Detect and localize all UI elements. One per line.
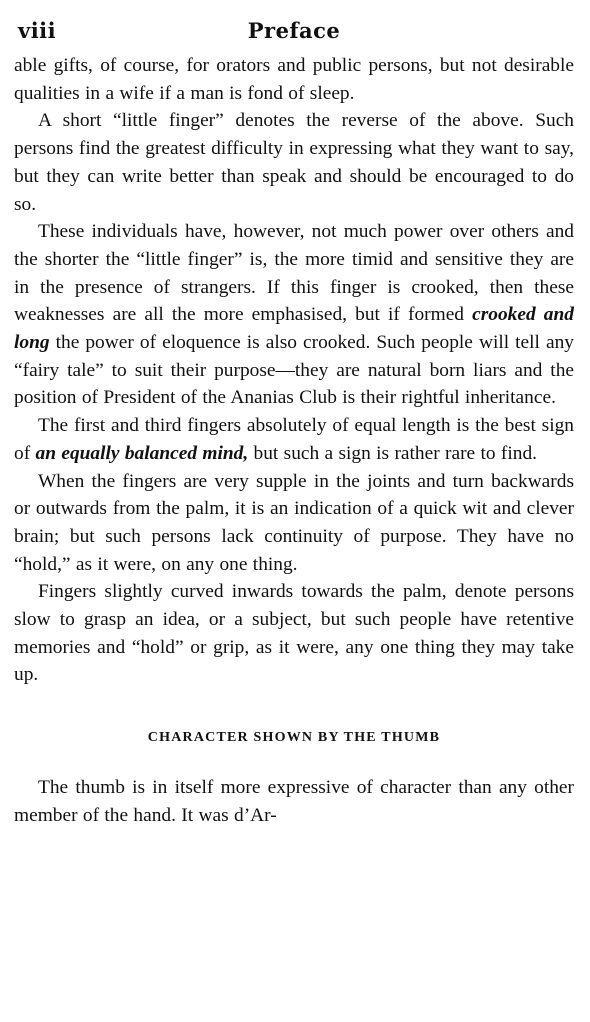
- paragraph-text: The first and third fingers absolutely of equal length is the best sign of: [14, 415, 574, 464]
- body-text: [14, 52, 574, 689]
- paragraph-short-little-finger: A short “little finger” denotes the reverse of the above. Such persons find the greatest difficulty in expressing what they want to say, but they can write better than speak and should be encouraged to do so.: [14, 110, 574, 215]
- paragraph-text: but such a sign is rather rare to find.: [248, 442, 537, 464]
- paragraph-text: These individuals have, however, not much power over others and the shorter the “little finger” is, the more timid and sensitive they are in the presence of strangers. If this finger is crooked, then these weaknesses are all the more emphasised, but if formed: [14, 221, 574, 326]
- page-number: viii: [18, 18, 57, 43]
- paragraph-individuals: [14, 218, 574, 412]
- paragraph-first-third-fingers: [14, 412, 574, 467]
- running-title: Preface: [247, 18, 341, 43]
- paragraph-thumb: The thumb is in itself more expressive of character than any other member of the hand. It was d’Ar-: [14, 777, 574, 826]
- paragraph-curved-fingers: Fingers slightly curved inwards towards the palm, denote persons slow to grasp an idea, or a subject, but such people have retentive memories and “hold” or grip, as it were, any one thing they may take up.: [14, 581, 574, 686]
- book-page: [14, 12, 574, 830]
- paragraph-continued: able gifts, of course, for orators and public persons, but not desirable qualities in a wife if a man is fond of sleep.: [14, 55, 574, 104]
- section-heading: CHARACTER SHOWN BY THE THUMB: [147, 730, 441, 746]
- section-body-text: [14, 774, 574, 829]
- paragraph-supple-fingers: When the fingers are very supple in the joints and turn backwards or outwards from the palm, it is an indication of a quick wit and clever brain; but such persons lack continuity of purpose. They have no “hold,” as it were, on any one thing.: [14, 470, 574, 575]
- emphasis-text: an equally balanced mind,: [35, 442, 249, 464]
- emphasis-text: crooked and long: [14, 304, 574, 354]
- running-head: [14, 12, 574, 52]
- paragraph-text: the power of eloquence is also crooked. Such people will tell any “fairy tale” to suit their purpose—they are natural born liars and the position of President of the Ananias Club is their rightful inheritance.: [14, 332, 574, 409]
